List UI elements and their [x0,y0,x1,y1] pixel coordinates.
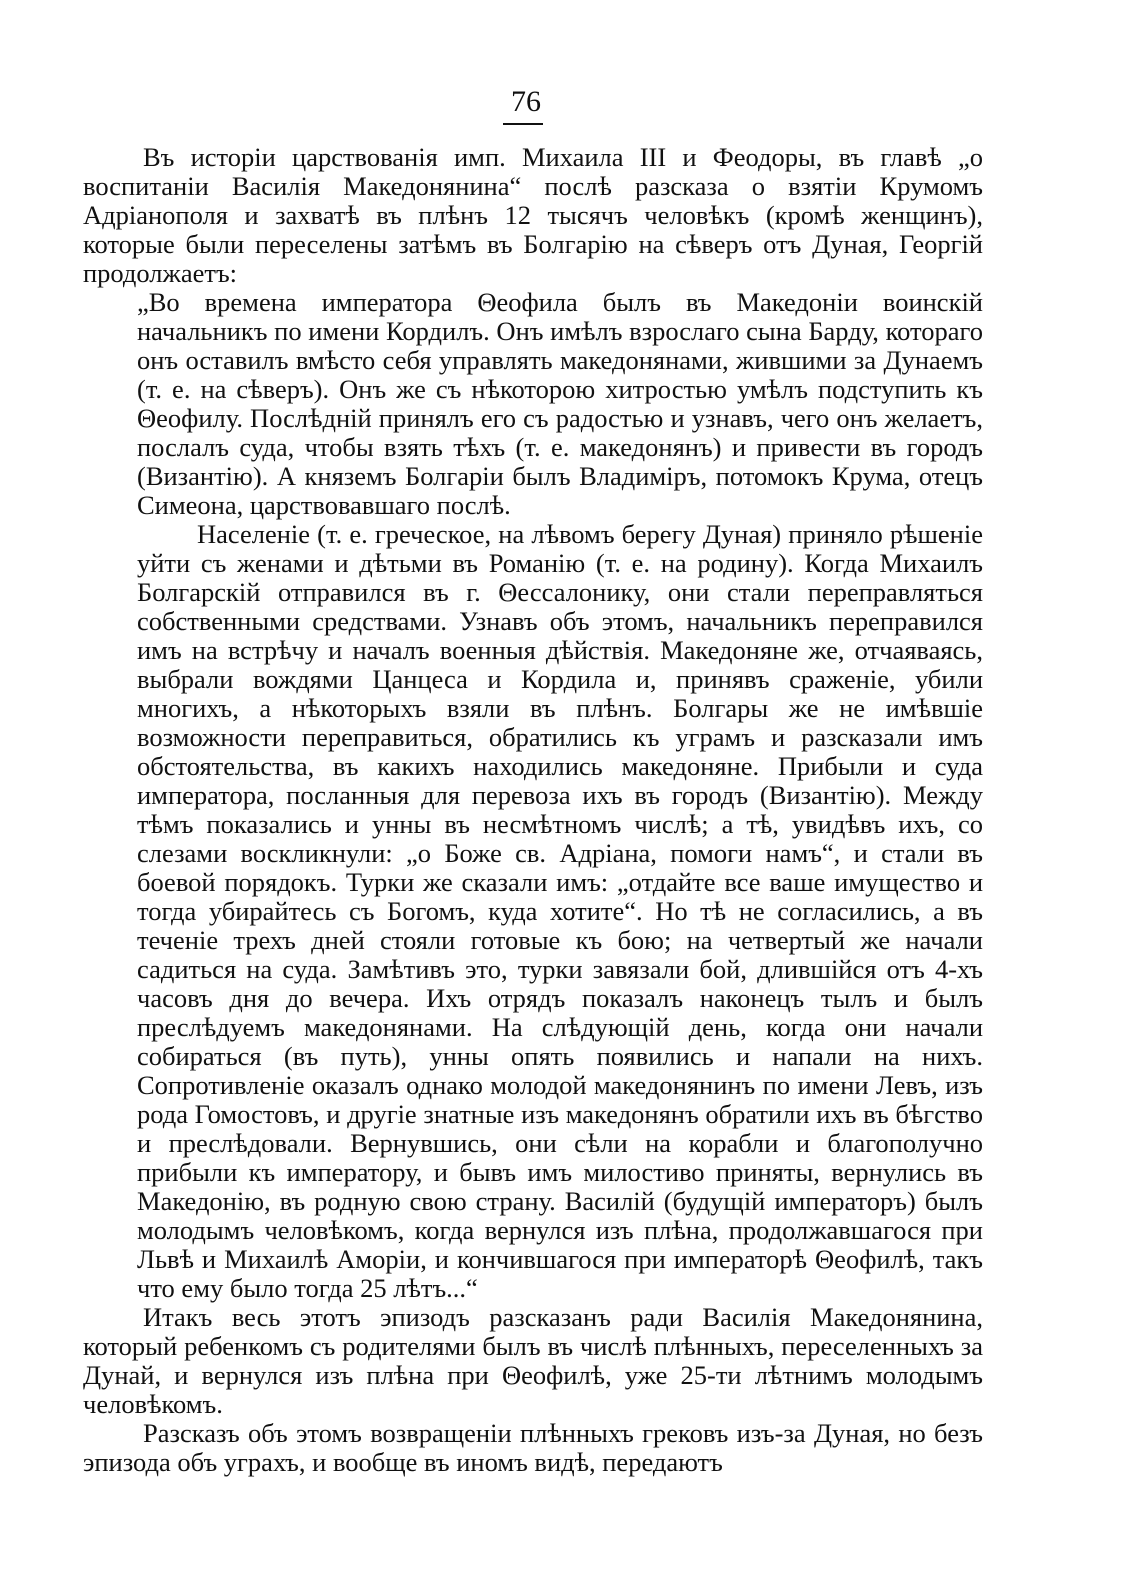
paragraph-quote-1: „Во времена императора Θеофила былъ въ Македоніи воинскій начальникъ по имени Кордилъ. Онъ имѣлъ взрослаго сына Барду, котораго онъ оставилъ вмѣсто себя управлять македонянами, жившими за Дунаемъ (т. е. на сѣверъ). Онъ же съ нѣкоторою хитростью умѣлъ подступить къ Θеофилу. Послѣдній принялъ его съ радостью и узнавъ, чего онъ желаетъ, послалъ суда, чтобы взять тѣхъ (т. е. македонянъ) и привести въ городъ (Византію). А княземъ Болгаріи былъ Владиміръ, потомокъ Крума, отецъ Симеона, царствовавшаго послѣ. [137,287,983,520]
page-number-underline [503,123,543,125]
paragraph-intro: Въ исторіи царствованія имп. Михаила III и Феодоры, въ главѣ „о воспитаніи Василія Македонянина“ послѣ разсказа о взятіи Крумомъ Адріанополя и захватѣ въ плѣнъ 12 тысячъ человѣкъ (кромѣ женщинъ), которые были переселены затѣмъ въ Болгарію на сѣверъ отъ Дуная, Георгій продолжаетъ: [83,142,983,288]
paragraph-next: Разсказъ объ этомъ возвращеніи плѣнныхъ грековъ изъ-за Дуная, но безъ эпизода объ уграхъ, и вообще въ иномъ видѣ, передаютъ [83,1418,983,1477]
body-text [83,143,983,1477]
page-number: 76 [511,85,541,118]
paragraph-quote-2: Населеніе (т. е. греческое, на лѣвомъ берегу Дуная) приняло рѣшеніе уйти съ женами и дѣтьми въ Романію (т. е. на родину). Когда Михаилъ Болгарскій отправился въ г. Θессалонику, они стали переправляться собственными средствами. Узнавъ объ этомъ, начальникъ переправился имъ на встрѣчу и началъ военныя дѣйствія. Македоняне же, отчаяваясь, выбрали вождями Цанцеса и Кордила и, принявъ сраженіе, убили многихъ, а нѣкоторыхъ взяли въ плѣнъ. Болгары же не имѣвшіе возможности переправиться, обратились къ уграмъ и разсказали имъ обстоятельства, въ какихъ находились македоняне. Прибыли и суда императора, посланныя для перевоза ихъ въ городъ (Византію). Между тѣмъ показались и унны въ несмѣтномъ числѣ; а тѣ, увидѣвъ ихъ, со слезами воскликнули: „о Боже св. Адріана, помоги намъ“, и стали въ боевой порядокъ. Турки же сказали имъ: „отдайте все ваше имущество и тогда убирайтесь съ Богомъ, куда хотите“. Но тѣ не согласились, а въ теченіе трехъ дней стояли готовые къ бою; на четвертый же начали садиться на суда. Замѣтивъ это, турки завязали бой, длившійся отъ 4-хъ часовъ дня до вечера. Ихъ отрядъ показалъ наконецъ тылъ и былъ преслѣдуемъ македонянами. На слѣдующій день, когда они начали собираться (въ путь), унны опять появились и напали на нихъ. Сопротивленіе оказалъ однако молодой македонянинъ по имени Левъ, изъ рода Гомостовъ, и другіе знатные изъ македонянъ обратили ихъ въ бѣгство и преслѣдовали. Вернувшись, они сѣли на корабли и благополучно прибыли къ императору, и бывъ имъ милостиво приняты, вернулись въ Македонію, въ родную свою страну. Василій (будущій императоръ) былъ молодымъ человѣкомъ, когда вернулся изъ плѣна, продолжавшагося при Львѣ и Михаилѣ Аморіи, и кончившагося при императорѣ Θеофилѣ, такъ что ему было тогда 25 лѣтъ...“ [137,519,983,1303]
paragraph-conclusion: Итакъ весь этотъ эпизодъ разсказанъ ради Василія Македонянина, который ребенкомъ съ родителями былъ въ числѣ плѣнныхъ, переселенныхъ за Дунай, и вернулся изъ плѣна при Θеофилѣ, уже 25-ти лѣтнимъ молодымъ человѣкомъ. [83,1302,983,1419]
